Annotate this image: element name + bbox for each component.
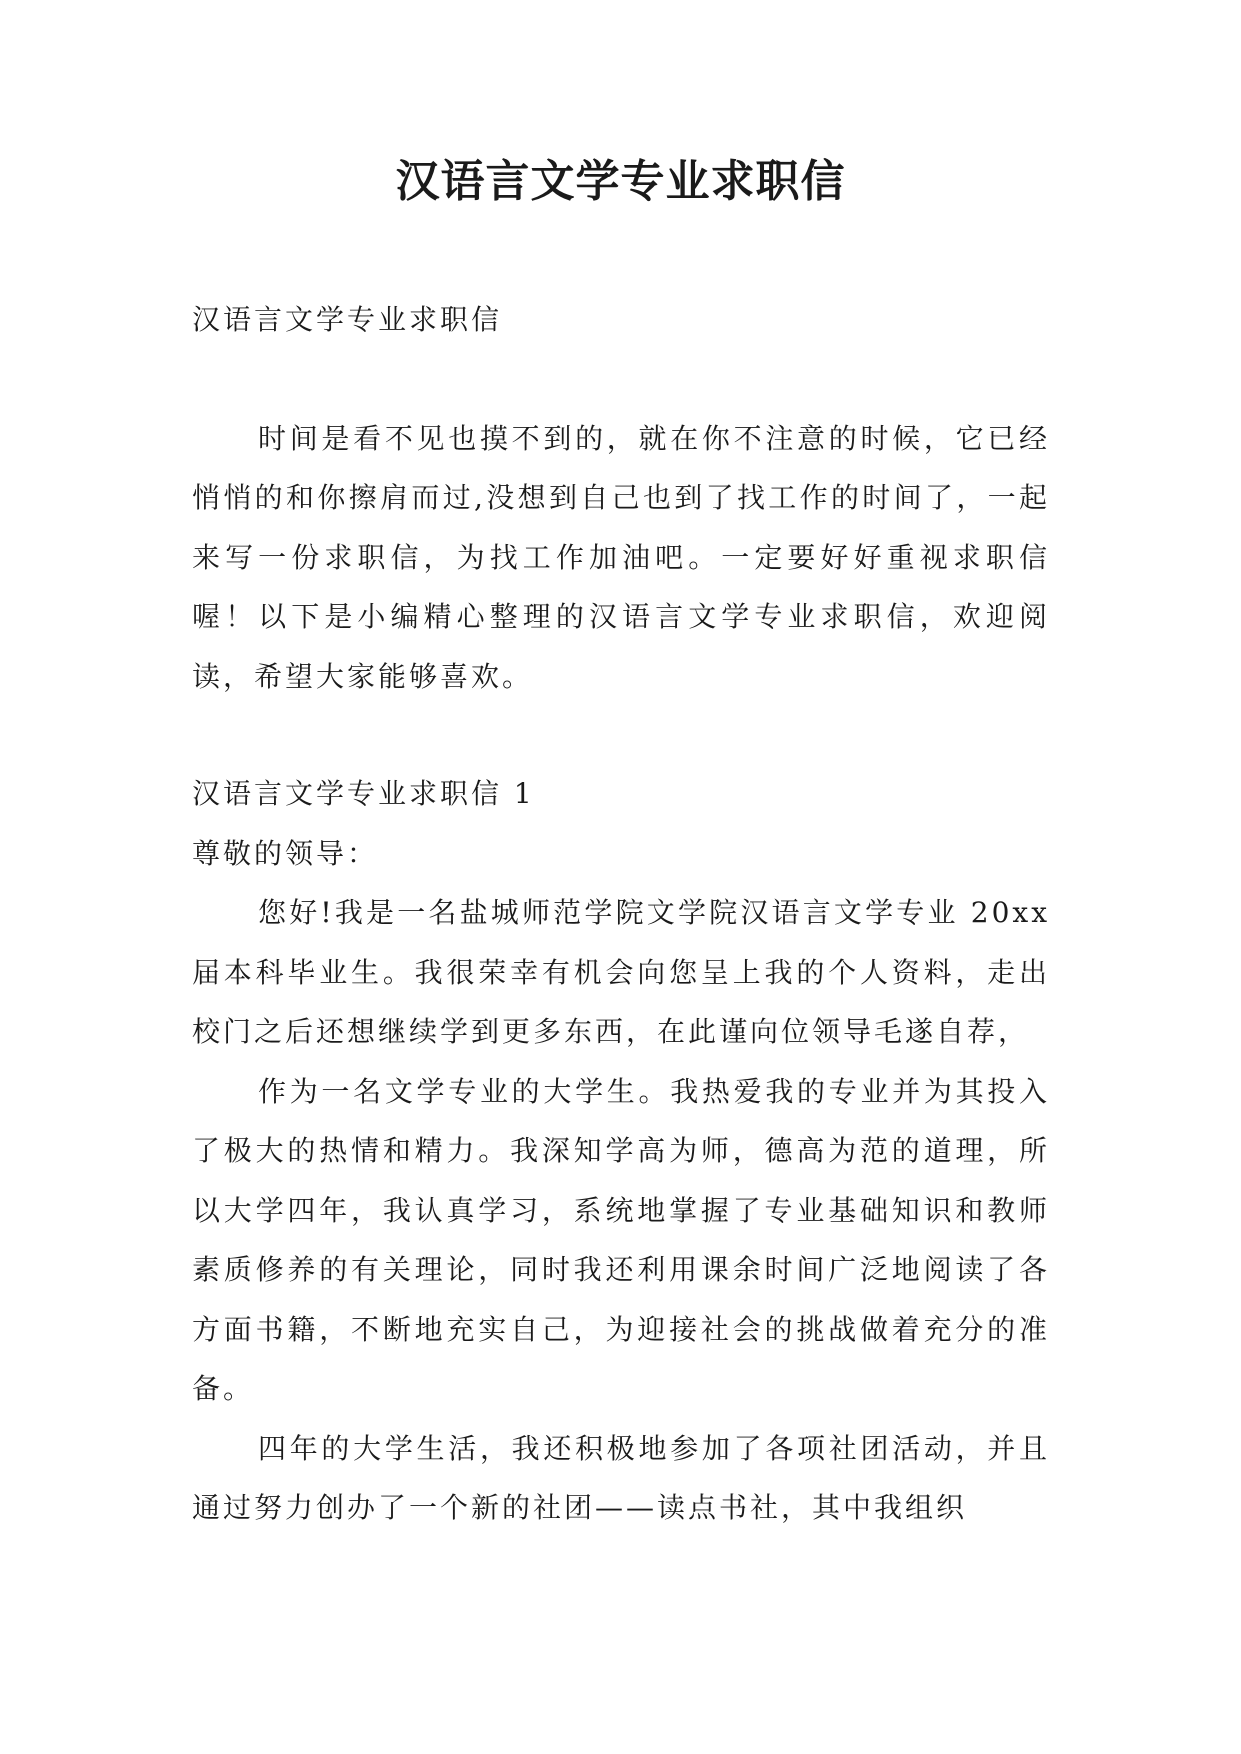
document-title: 汉语言文学专业求职信 xyxy=(395,156,846,207)
body-paragraph: 作为一名文学专业的大学生。我热爱我的专业并为其投入了极大的热情和精力。我深知学高为师，德高为范的道理，所以大学四年，我认真学习，系统地掌握了专业基础知识和教师素质修养的有关理论，同时我还利用课余时间广泛地阅读了各方面书籍，不断地充实自己，为迎接社会的挑战做着充分的准备。 xyxy=(192,1074,1050,1405)
blank-line xyxy=(192,350,1050,409)
intro-paragraph: 时间是看不见也摸不到的，就在你不注意的时候，它已经悄悄的和你擦肩而过,没想到自己也到了找工作的时间了，一起来写一份求职信，为找工作加油吧。一定要好好重视求职信喔！以下是小编精心整理的汉语言文学专业求职信，欢迎阅读，希望大家能够喜欢。 xyxy=(192,421,1050,693)
body-paragraph: 四年的大学生活，我还积极地参加了各项社团活动，并且通过努力创办了一个新的社团——读点书社，其中我组织 xyxy=(192,1431,1050,1524)
document-subtitle: 汉语言文学专业求职信 xyxy=(192,303,503,336)
salutation: 尊敬的领导： xyxy=(192,836,379,870)
body-paragraph: 您好!我是一名盐城师范学院文学院汉语言文学专业 20xx届本科毕业生。我很荣幸有机会向您呈上我的个人资料，走出校门之后还想继续学到更多东西，在此谨向位领导毛遂自荐， xyxy=(192,896,1050,1048)
letter-heading: 汉语言文学专业求职信 1 xyxy=(192,777,535,810)
blank-line xyxy=(192,706,1050,764)
document-body xyxy=(192,290,1050,1538)
